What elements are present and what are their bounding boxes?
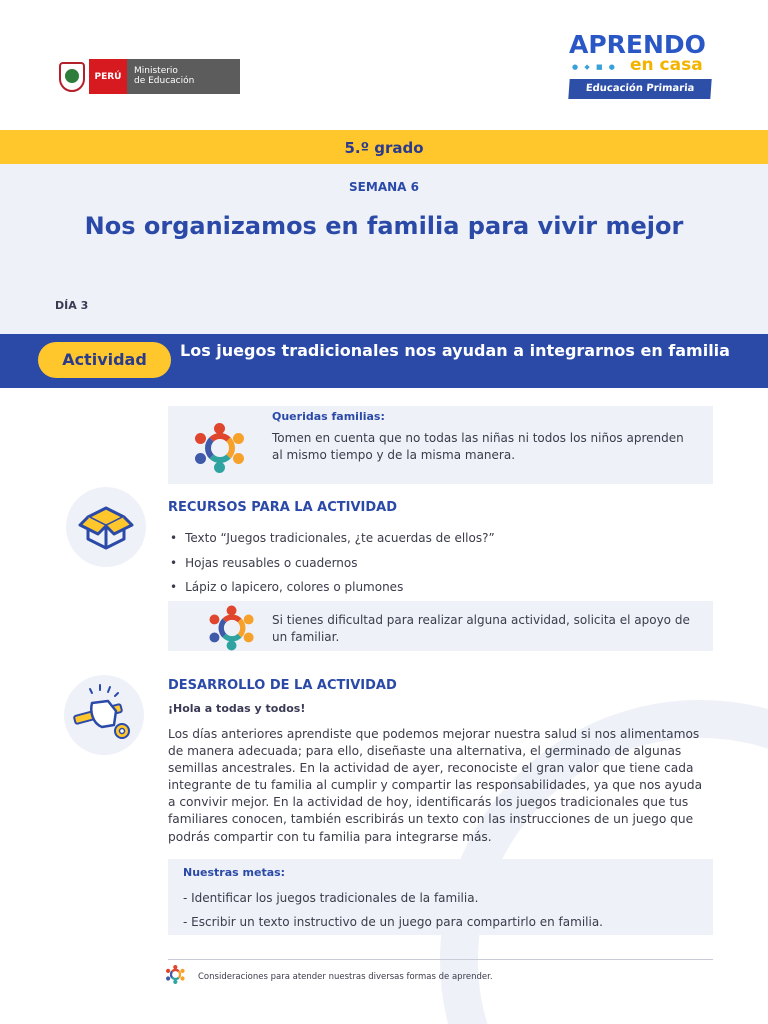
week-label: SEMANA 6	[349, 180, 419, 194]
list-item: - Identificar los juegos tradicionales de la familia.	[183, 891, 479, 905]
help-note-text: Si tienes dificultad para realizar alguna actividad, solicita el apoyo de un familiar.	[272, 613, 690, 644]
day-label: DÍA 3	[55, 299, 89, 312]
family-circle-icon	[195, 423, 245, 473]
box-icon	[66, 487, 146, 567]
ministry-label	[127, 59, 240, 94]
page-title: Nos organizamos en familia para vivir mejor	[84, 212, 684, 240]
resources-list	[170, 526, 670, 600]
brand-dots-icon: ● ◆ ■ ●	[572, 63, 617, 71]
ministry-line-1: Ministerio	[134, 66, 178, 76]
aprendo-en-casa-logo	[565, 30, 715, 100]
brand-line-1: APRENDO	[569, 30, 706, 59]
page-header	[0, 0, 768, 128]
development-paragraph: Los días anteriores aprendiste que podemos mejorar nuestra salud si nos alimentamos de manera adecuada; para ello, diseñaste una alternativa, el germinado de algunas semillas ancestrales. En la actividad de ayer, reconociste el gran valor que tiene cada integrante de tu familia al cumplir y compartir las responsabilidades, ya que nos ayuda a convivir mejor. En la actividad de hoy, identificarás los juegos tradicionales que tus familiares conocen, también escribirás un texto con las instrucciones de un juego que podrás compartir con tu familia para integrarse más.	[168, 727, 703, 844]
family-circle-icon	[166, 965, 185, 984]
family-circle-icon	[210, 606, 255, 651]
resources-icon-circle	[66, 487, 146, 567]
brand-line-2: en casa	[630, 55, 703, 75]
list-item: • Hojas reusables o cuadernos	[170, 551, 670, 576]
ministry-line-2: de Educación	[134, 76, 195, 86]
activity-badge: Actividad	[38, 342, 171, 378]
list-item: • Texto “Juegos tradicionales, ¿te acuerdas de ellos?”	[170, 526, 670, 551]
families-heading: Queridas familias:	[272, 410, 385, 423]
hand-pencil-gear-icon	[64, 675, 144, 755]
grade-bar: 5.º grado	[0, 130, 768, 164]
greeting: ¡Hola a todas y todos!	[168, 702, 306, 715]
footer-note: Consideraciones para atender nuestras diversas formas de aprender.	[198, 972, 493, 982]
resources-heading: RECURSOS PARA LA ACTIVIDAD	[168, 500, 398, 515]
peru-label: PERÚ	[89, 59, 127, 94]
development-heading: DESARROLLO DE LA ACTIVIDAD	[168, 678, 397, 693]
activity-title: Los juegos tradicionales nos ayudan a integrarnos en familia	[180, 341, 730, 360]
goals-heading: Nuestras metas:	[183, 866, 286, 879]
list-item: - Escribir un texto instructivo de un juego para compartirlo en familia.	[183, 915, 603, 929]
ministry-logo	[56, 59, 240, 94]
footer-divider	[168, 959, 713, 960]
list-item: • Lápiz o lapicero, colores o plumones	[170, 575, 670, 600]
development-icon-circle	[64, 675, 144, 755]
coat-of-arms-icon	[56, 59, 87, 94]
goals-list	[183, 886, 703, 934]
brand-ribbon: Educación Primaria	[568, 79, 711, 99]
families-body: Tomen en cuenta que no todas las niñas ni todos los niños aprenden al mismo tiempo y de la misma manera.	[272, 431, 684, 462]
